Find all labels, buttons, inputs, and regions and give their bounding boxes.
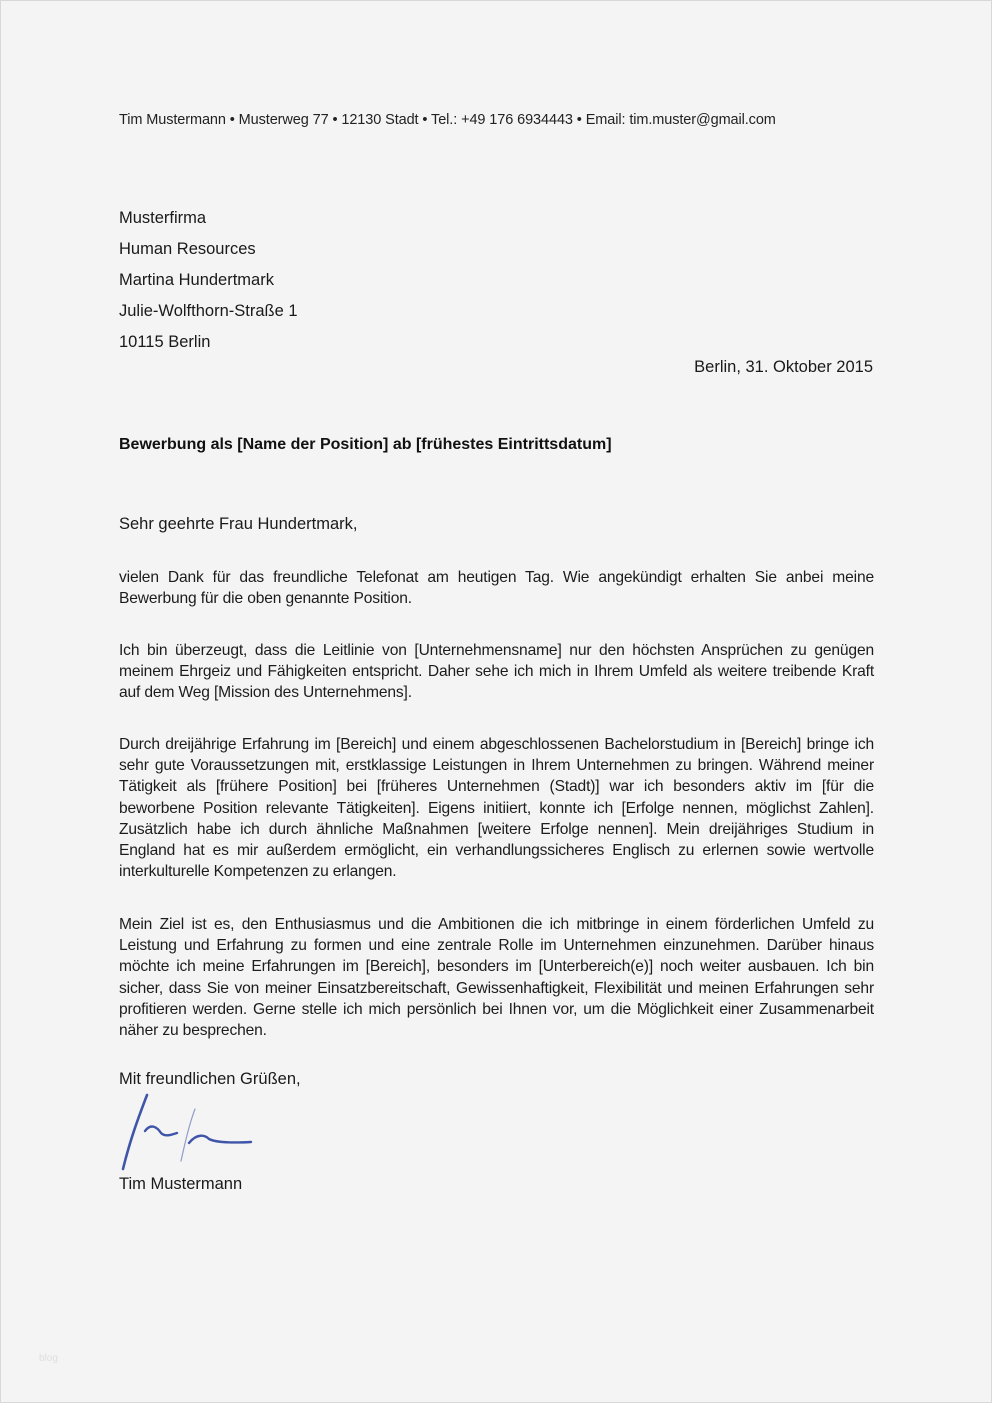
body-paragraph: Durch dreijährige Erfahrung im [Bereich] und einem abgeschlossenen Bachelorstudium in [Bereich] bringe ich sehr gute Voraussetzungen mit, erstklassige Leistungen in Ihrem Unternehmen zu bringen. Während meiner Tätigkeit als [frühere Position] bei [früheres Unternehmen (Stadt)] war ich besonders aktiv im [für die beworbene Position relevante Tätigkeiten]. Eigens initiiert, konnte ich [Erfolge nennen, möglichst Zahlen]. Zusätzlich habe ich durch ähnliche Maßnahmen [weitere Erfolge nennen]. Mein dreijähriges Studium in England hat es mir außerdem ermöglicht, ein verhandlungssicheres Englisch zu erlernen sowie wertvolle interkulturelle Kompetenzen zu erlangen. bbox=[119, 736, 874, 881]
recipient-contact: Martina Hundertmark bbox=[119, 271, 274, 289]
signer-name: Tim Mustermann bbox=[119, 1175, 243, 1193]
closing-phrase: Mit freundlichen Grüßen, bbox=[119, 1070, 301, 1088]
recipient-company: Musterfirma bbox=[119, 209, 207, 227]
salutation: Sehr geehrte Frau Hundertmark, bbox=[119, 515, 358, 533]
body-paragraph: Mein Ziel ist es, den Enthusiasmus und die Ambitionen die ich mitbringe in einem förderlichen Umfeld zu Leistung und Erfahrung zu formen und eine zentrale Rolle im Unternehmen einzunehmen. Darüber hinaus möchte ich meine Erfahrungen im [Bereich], besonders im [Unterbereich(e)] noch weiter ausbauen. Ich bin sicher, dass Sie von meiner Einsatzbereitschaft, Gewissenhaftigkeit, Flexibilität und meinen Erfahrungen sehr profitieren werden. Gerne stelle ich mich persönlich bei Ihnen vor, um die Möglichkeit einer Zusammenarbeit näher zu besprechen. bbox=[119, 916, 874, 1040]
body-paragraph: Ich bin überzeugt, dass die Leitlinie von [Unternehmensname] nur den höchsten Ansprüchen zu genügen meinem Ehrgeiz und Fähigkeiten entspricht. Daher sehe ich mich in Ihrem Umfeld als weitere treibende Kraft auf dem Weg [Mission des Unternehmens]. bbox=[119, 642, 874, 702]
watermark-text: blog bbox=[39, 1353, 58, 1364]
recipient-address-block bbox=[119, 203, 298, 358]
recipient-department: Human Resources bbox=[119, 240, 256, 258]
recipient-street: Julie-Wolfthorn-Straße 1 bbox=[119, 302, 298, 320]
sender-address-line: Tim Mustermann • Musterweg 77 • 12130 Stadt • Tel.: +49 176 6934443 • Email: tim.muster@gmail.com bbox=[119, 112, 776, 128]
place-and-date: Berlin, 31. Oktober 2015 bbox=[694, 358, 873, 376]
recipient-city: 10115 Berlin bbox=[119, 333, 211, 351]
subject-line: Bewerbung als [Name der Position] ab [frühestes Eintrittsdatum] bbox=[119, 436, 612, 453]
signature-icon bbox=[117, 1091, 257, 1175]
body-paragraph: vielen Dank für das freundliche Telefonat am heutigen Tag. Wie angekündigt erhalten Sie anbei meine Bewerbung für die oben genannte Position. bbox=[119, 569, 874, 608]
